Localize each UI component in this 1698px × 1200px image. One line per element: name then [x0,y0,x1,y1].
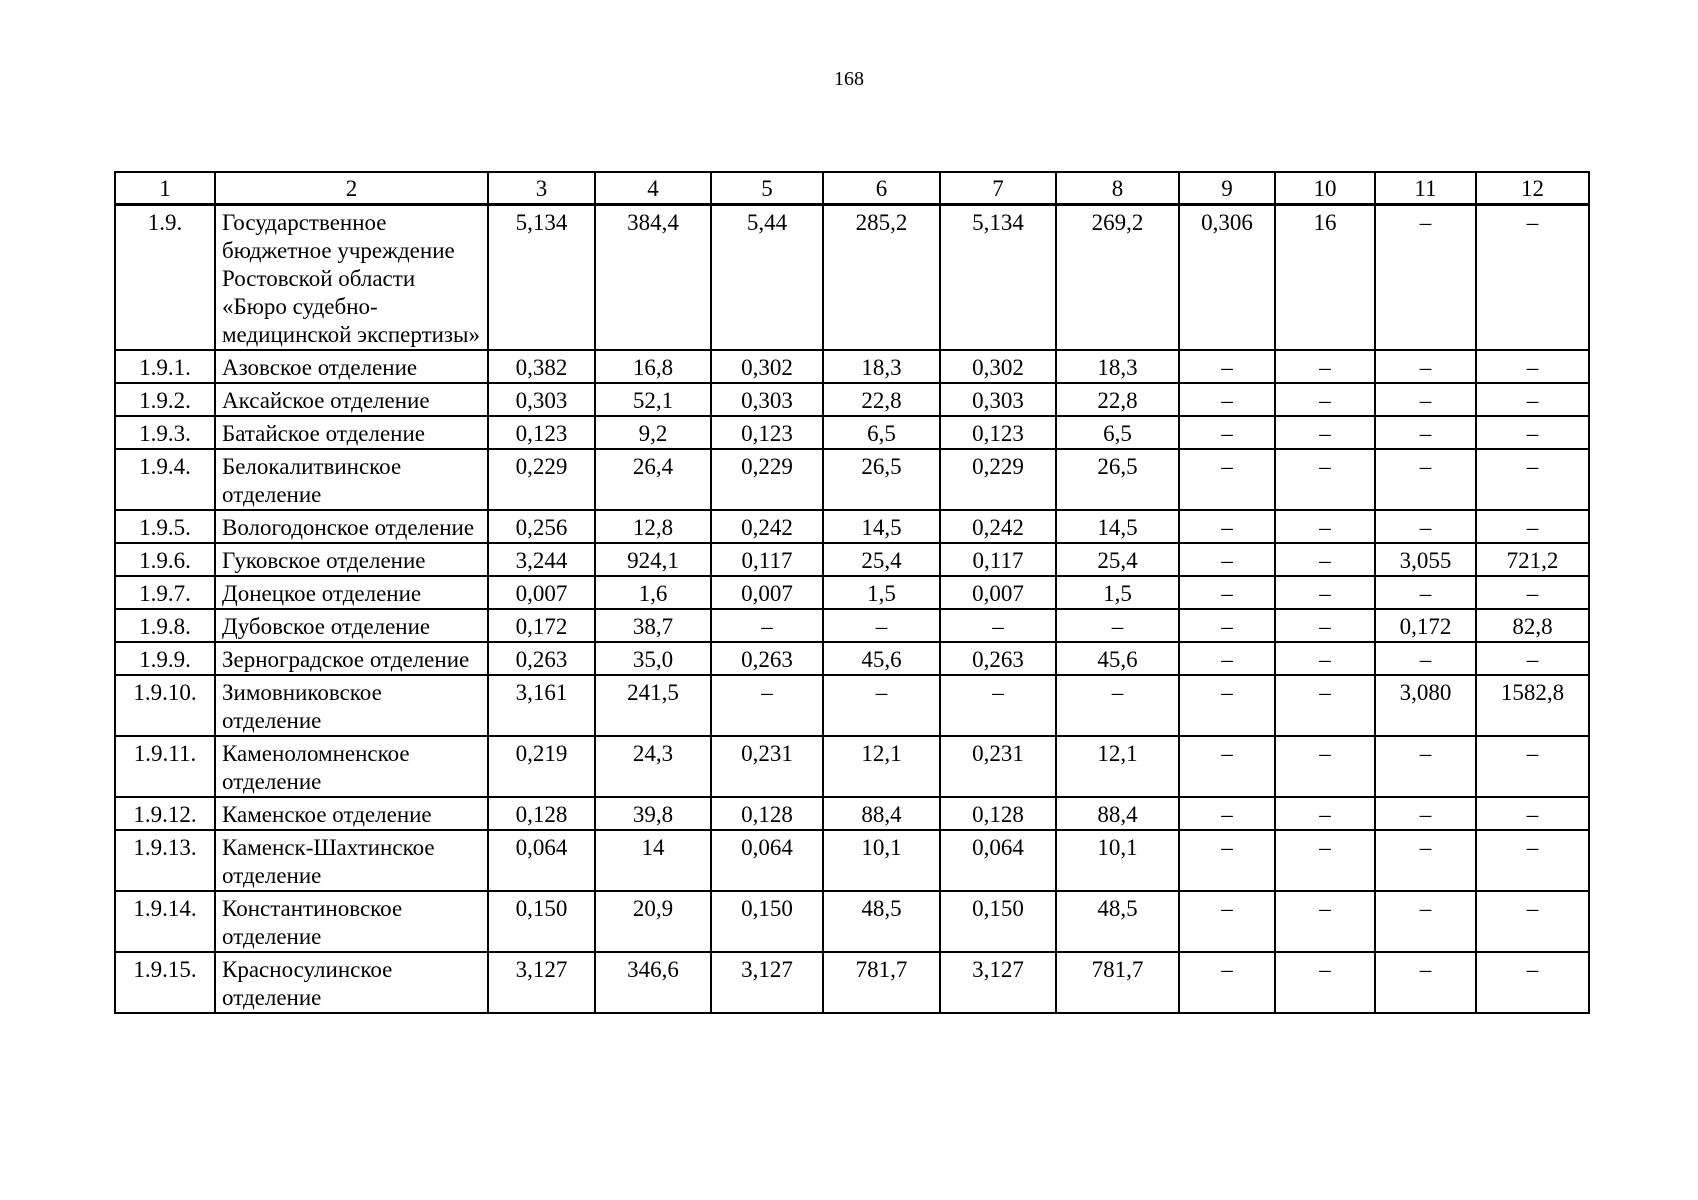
cell-col-10: – [1275,543,1375,576]
column-header-12: 12 [1476,172,1589,205]
cell-col-5: 0,242 [711,510,823,543]
table-row [115,797,1589,830]
cell-col-4: 16,8 [595,350,711,383]
column-header-11: 11 [1375,172,1476,205]
row-code: 1.9.5. [115,510,215,543]
cell-col-8: 10,1 [1056,830,1179,891]
cell-col-8: 45,6 [1056,642,1179,675]
table-row [115,350,1589,383]
cell-col-3: 0,128 [488,797,595,830]
cell-col-3: 0,123 [488,416,595,449]
table-row [115,830,1589,891]
column-header-8: 8 [1056,172,1179,205]
cell-col-8: 6,5 [1056,416,1179,449]
cell-col-10: 16 [1275,205,1375,351]
row-code: 1.9.3. [115,416,215,449]
cell-col-5: – [711,609,823,642]
cell-col-3: 3,161 [488,675,595,736]
cell-col-9: – [1179,830,1275,891]
cell-col-9: – [1179,642,1275,675]
row-code: 1.9.14. [115,891,215,952]
cell-col-8: 1,5 [1056,576,1179,609]
cell-col-8: 12,1 [1056,736,1179,797]
row-name: Белокалитвинское отделение [215,449,488,510]
cell-col-7: 5,134 [940,205,1056,351]
column-header-5: 5 [711,172,823,205]
cell-col-4: 39,8 [595,797,711,830]
cell-col-8: – [1056,609,1179,642]
data-table [114,171,1590,1014]
table-body [115,172,1589,1013]
cell-col-6: 1,5 [823,576,940,609]
cell-col-10: – [1275,383,1375,416]
cell-col-11: 3,080 [1375,675,1476,736]
cell-col-9: – [1179,576,1275,609]
row-code: 1.9.1. [115,350,215,383]
cell-col-6: 22,8 [823,383,940,416]
row-code: 1.9.15. [115,952,215,1013]
row-code: 1.9.11. [115,736,215,797]
cell-col-5: 0,064 [711,830,823,891]
cell-col-3: 0,172 [488,609,595,642]
cell-col-3: 3,127 [488,952,595,1013]
row-name: Каменоломненское отделение [215,736,488,797]
cell-col-11: – [1375,205,1476,351]
cell-col-6: – [823,675,940,736]
cell-col-10: – [1275,797,1375,830]
row-code: 1.9.8. [115,609,215,642]
cell-col-4: 9,2 [595,416,711,449]
cell-col-6: – [823,609,940,642]
cell-col-8: 22,8 [1056,383,1179,416]
cell-col-12: – [1476,383,1589,416]
cell-col-12: – [1476,952,1589,1013]
cell-col-11: – [1375,952,1476,1013]
cell-col-5: 0,007 [711,576,823,609]
cell-col-9: – [1179,952,1275,1013]
column-header-3: 3 [488,172,595,205]
cell-col-4: 20,9 [595,891,711,952]
table-row [115,205,1589,351]
cell-col-3: 0,303 [488,383,595,416]
cell-col-7: 0,302 [940,350,1056,383]
cell-col-7: 0,117 [940,543,1056,576]
cell-col-11: – [1375,797,1476,830]
row-code: 1.9.7. [115,576,215,609]
cell-col-9: – [1179,543,1275,576]
cell-col-11: – [1375,736,1476,797]
cell-col-8: 25,4 [1056,543,1179,576]
cell-col-9: – [1179,416,1275,449]
cell-col-6: 18,3 [823,350,940,383]
column-header-9: 9 [1179,172,1275,205]
cell-col-11: – [1375,383,1476,416]
row-code: 1.9.10. [115,675,215,736]
cell-col-6: 10,1 [823,830,940,891]
cell-col-12: – [1476,510,1589,543]
cell-col-5: 0,303 [711,383,823,416]
cell-col-3: 0,256 [488,510,595,543]
row-code: 1.9.12. [115,797,215,830]
cell-col-8: 18,3 [1056,350,1179,383]
cell-col-6: 285,2 [823,205,940,351]
cell-col-7: 0,263 [940,642,1056,675]
cell-col-11: 0,172 [1375,609,1476,642]
cell-col-11: – [1375,416,1476,449]
row-code: 1.9.9. [115,642,215,675]
cell-col-9: – [1179,383,1275,416]
cell-col-6: 12,1 [823,736,940,797]
cell-col-8: 269,2 [1056,205,1179,351]
cell-col-4: 1,6 [595,576,711,609]
table-row [115,543,1589,576]
cell-col-12: – [1476,642,1589,675]
cell-col-10: – [1275,609,1375,642]
cell-col-4: 24,3 [595,736,711,797]
table-row [115,383,1589,416]
cell-col-5: – [711,675,823,736]
cell-col-9: 0,306 [1179,205,1275,351]
row-name: Государственное бюджетное учреждение Ростовской области «Бюро судебно-медицинской экспертизы» [215,205,488,351]
column-header-1: 1 [115,172,215,205]
cell-col-12: – [1476,576,1589,609]
cell-col-12: 82,8 [1476,609,1589,642]
cell-col-12: – [1476,416,1589,449]
table-row [115,952,1589,1013]
table-header-row [115,172,1589,205]
cell-col-12: – [1476,830,1589,891]
row-name: Зерноградское отделение [215,642,488,675]
column-header-6: 6 [823,172,940,205]
cell-col-4: 26,4 [595,449,711,510]
row-code: 1.9.6. [115,543,215,576]
cell-col-7: 0,064 [940,830,1056,891]
column-header-10: 10 [1275,172,1375,205]
column-header-2: 2 [215,172,488,205]
cell-col-9: – [1179,797,1275,830]
cell-col-9: – [1179,609,1275,642]
cell-col-4: 38,7 [595,609,711,642]
cell-col-5: 3,127 [711,952,823,1013]
table-row [115,416,1589,449]
cell-col-4: 52,1 [595,383,711,416]
row-name: Аксайское отделение [215,383,488,416]
cell-col-9: – [1179,675,1275,736]
column-header-4: 4 [595,172,711,205]
cell-col-12: 721,2 [1476,543,1589,576]
cell-col-10: – [1275,675,1375,736]
cell-col-5: 0,123 [711,416,823,449]
cell-col-12: – [1476,205,1589,351]
table-row [115,576,1589,609]
cell-col-3: 0,007 [488,576,595,609]
cell-col-4: 14 [595,830,711,891]
cell-col-10: – [1275,736,1375,797]
cell-col-3: 0,229 [488,449,595,510]
cell-col-10: – [1275,449,1375,510]
row-code: 1.9.13. [115,830,215,891]
row-code: 1.9. [115,205,215,351]
cell-col-12: – [1476,797,1589,830]
cell-col-6: 26,5 [823,449,940,510]
cell-col-8: 48,5 [1056,891,1179,952]
cell-col-3: 0,382 [488,350,595,383]
cell-col-9: – [1179,891,1275,952]
cell-col-11: – [1375,830,1476,891]
cell-col-3: 3,244 [488,543,595,576]
cell-col-11: – [1375,576,1476,609]
table-row [115,891,1589,952]
table-row [115,675,1589,736]
row-name: Вологодонское отделение [215,510,488,543]
cell-col-5: 0,128 [711,797,823,830]
cell-col-3: 0,219 [488,736,595,797]
cell-col-11: 3,055 [1375,543,1476,576]
cell-col-6: 14,5 [823,510,940,543]
cell-col-9: – [1179,350,1275,383]
table-row [115,736,1589,797]
table-row [115,510,1589,543]
row-name: Каменск-Шахтинское отделение [215,830,488,891]
cell-col-3: 0,064 [488,830,595,891]
row-name: Каменское отделение [215,797,488,830]
cell-col-5: 0,263 [711,642,823,675]
table-row [115,449,1589,510]
cell-col-12: – [1476,891,1589,952]
cell-col-7: – [940,675,1056,736]
cell-col-6: 45,6 [823,642,940,675]
cell-col-11: – [1375,891,1476,952]
cell-col-6: 781,7 [823,952,940,1013]
cell-col-6: 88,4 [823,797,940,830]
cell-col-10: – [1275,642,1375,675]
cell-col-7: 3,127 [940,952,1056,1013]
cell-col-4: 35,0 [595,642,711,675]
cell-col-7: 0,231 [940,736,1056,797]
cell-col-3: 0,263 [488,642,595,675]
cell-col-6: 48,5 [823,891,940,952]
row-name: Красносулинское отделение [215,952,488,1013]
cell-col-7: 0,128 [940,797,1056,830]
cell-col-12: – [1476,449,1589,510]
cell-col-8: 88,4 [1056,797,1179,830]
cell-col-7: 0,303 [940,383,1056,416]
cell-col-3: 5,134 [488,205,595,351]
cell-col-5: 0,229 [711,449,823,510]
cell-col-10: – [1275,350,1375,383]
cell-col-6: 6,5 [823,416,940,449]
cell-col-8: 14,5 [1056,510,1179,543]
cell-col-12: – [1476,736,1589,797]
row-name: Азовское отделение [215,350,488,383]
row-code: 1.9.2. [115,383,215,416]
cell-col-7: 0,150 [940,891,1056,952]
row-name: Батайское отделение [215,416,488,449]
cell-col-10: – [1275,891,1375,952]
row-name: Зимовниковское отделение [215,675,488,736]
cell-col-5: 0,231 [711,736,823,797]
cell-col-11: – [1375,510,1476,543]
cell-col-11: – [1375,350,1476,383]
row-name: Гуковское отделение [215,543,488,576]
cell-col-4: 12,8 [595,510,711,543]
cell-col-7: 0,007 [940,576,1056,609]
cell-col-5: 0,302 [711,350,823,383]
cell-col-4: 924,1 [595,543,711,576]
cell-col-5: 5,44 [711,205,823,351]
cell-col-7: 0,123 [940,416,1056,449]
row-name: Дубовское отделение [215,609,488,642]
cell-col-10: – [1275,576,1375,609]
cell-col-8: 26,5 [1056,449,1179,510]
cell-col-12: – [1476,350,1589,383]
cell-col-9: – [1179,449,1275,510]
cell-col-5: 0,117 [711,543,823,576]
cell-col-4: 241,5 [595,675,711,736]
cell-col-9: – [1179,736,1275,797]
column-header-7: 7 [940,172,1056,205]
cell-col-11: – [1375,449,1476,510]
cell-col-7: 0,229 [940,449,1056,510]
row-name: Донецкое отделение [215,576,488,609]
cell-col-4: 346,6 [595,952,711,1013]
cell-col-8: – [1056,675,1179,736]
table-row [115,642,1589,675]
cell-col-4: 384,4 [595,205,711,351]
page-number: 168 [834,68,864,90]
cell-col-5: 0,150 [711,891,823,952]
cell-col-11: – [1375,642,1476,675]
cell-col-7: – [940,609,1056,642]
cell-col-9: – [1179,510,1275,543]
cell-col-12: 1582,8 [1476,675,1589,736]
cell-col-3: 0,150 [488,891,595,952]
table-row [115,609,1589,642]
cell-col-7: 0,242 [940,510,1056,543]
cell-col-8: 781,7 [1056,952,1179,1013]
cell-col-10: – [1275,830,1375,891]
cell-col-6: 25,4 [823,543,940,576]
cell-col-10: – [1275,416,1375,449]
row-name: Константиновское отделение [215,891,488,952]
cell-col-10: – [1275,952,1375,1013]
cell-col-10: – [1275,510,1375,543]
row-code: 1.9.4. [115,449,215,510]
